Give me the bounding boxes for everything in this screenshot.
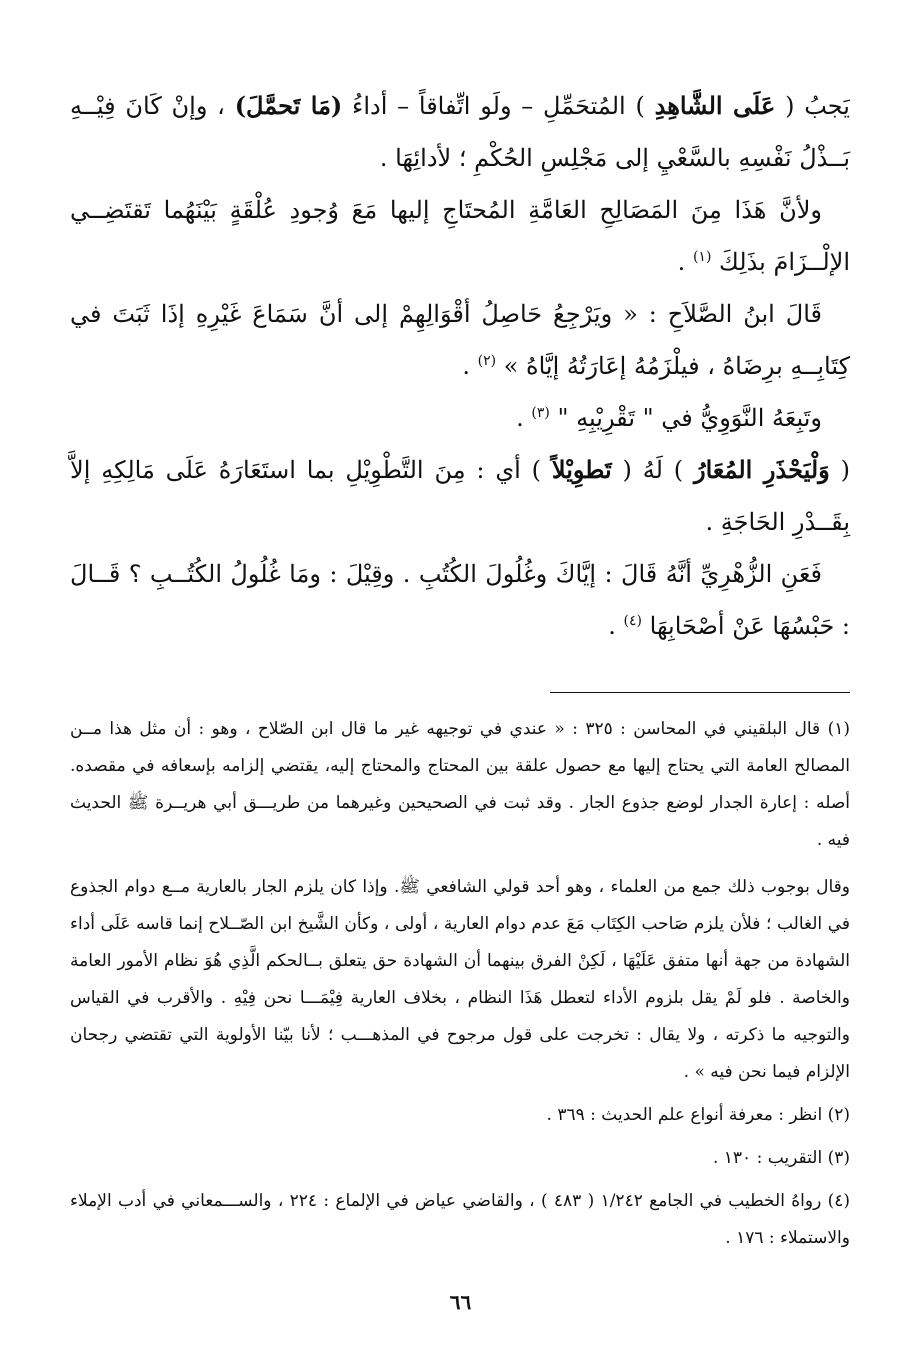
footnotes bbox=[70, 711, 850, 1257]
footnote-ref-1: (١) bbox=[692, 249, 712, 265]
page-content bbox=[70, 80, 850, 1350]
footnote-ref-4: (٤) bbox=[623, 613, 643, 629]
footnote-3: (٣) التقريب : ١٣٠ . bbox=[712, 1148, 850, 1168]
footnote-1-continuation: وقال بوجوب ذلك جمع من العلماء ، وهو أحد قولي الشافعي ﷺ. وإذا كان يلزم الجار بالعارية مــع دوام الجذوع في الغالب ؛ فلأن يلزم صَاحب الكِتَاب مَعَ عدم دوام العارية ، أولى ، وكأن الشَّيخ ابن الصّــلاح إنما قاسه عَلَى أداء الشهادة من جهة أنها متفق عَلَيْهَا ، لَكِنْ الفرق بينهما أن الشهادة حق يتعلق بــالحكم الَّذِي هُوَ نظام الأمور العامة والخاصة . فلو لَمْ يقل بلزوم الأداء لتعطل هَذَا النظام ، بخلاف العارية فِيْمَـــا نحن فِيْهِ . والأقرب في القياس والتوجيه ما ذكرته ، ولا يقال : تخرجت على قول مرجوح في المذهـــب ؛ لأنا بيّنا الأولوية التي تقتضي رجحان الإلزام فيما نحن فيه » . bbox=[70, 877, 850, 1082]
paragraph-5: ( وَلْيَحْذَرِ المُعَارُ ) لَهُ ( تَطوِيْلاً ) أي : مِنَ التَّطْوِيْلِ بما استَعَارَهُ عَلَى مَالِكِهِ إلاَّ بِقَــدْرِ الحَاجَةِ . bbox=[70, 455, 850, 536]
footnote-separator bbox=[550, 692, 850, 693]
paragraph-4: وتَبِعَهُ النَّوَوِيُّ في " تَقْرِيْبِهِ " $^{(٣)}$ . bbox=[516, 404, 822, 432]
main-text bbox=[70, 80, 850, 652]
paragraph-1: يَجبُ ( عَلَى الشَّاهِدِ ) المُتحَمِّلِ – ولَو اتِّفاقاً – أداءُ (مَا تَحمَّلَ) ، وإنْ كَانَ فِيْــهِ بَــذْلُ نَفْسِهِ بالسَّعْيِ إلى مَجْلِسِ الحُكْمِ ؛ لأدائِهَا . bbox=[70, 91, 850, 172]
footnote-ref-2: (٢) bbox=[477, 353, 497, 369]
footnote-4: (٤) رواهُ الخطيب في الجامع ١/٢٤٢ ( ٤٨٣ ) ، والقاضي عياض في الإلماع : ٢٢٤ ، والســـمعاني في أدب الإملاء والاستملاء : ١٧٦ . bbox=[70, 1191, 851, 1248]
footnote-1: (١) قال البلقيني في المحاسن : ٣٢٥ : « عندي في توجيهه غير ما قال ابن الصّلاح ، وهو : أن مثل هذا مــن المصالح العامة التي يحتاج إليها مع حصول علقة بين المحتاج والمحتاج إليه، يقتضي إلزامه بإسعافه في مقصده. أصله : إعارة الجدار لوضع جذوع الجار . وقد ثبت في الصحيحين وغيرهما من طريـــق أبي هريــرة ﷺ الحديث فيه . bbox=[70, 719, 850, 850]
footnote-ref-3: (٣) bbox=[531, 405, 550, 421]
paragraph-2: ولأنَّ هَذَا مِنَ المَصَالِحِ العَامَّةِ المُحتَاجِ إليها مَعَ وُجودِ عُلْقَةٍ بَيْنَهُما تَقتَضِــي الإلْــزَامَ بذَلِكَ $^{(١)}$ . bbox=[70, 196, 850, 276]
bold-term-prolonging: تَطوِيْلاً bbox=[551, 455, 612, 484]
bold-term-witness: عَلَى الشَّاهِدِ bbox=[654, 91, 776, 120]
bold-term-borne: (مَا تَحمَّلَ) bbox=[234, 91, 343, 120]
paragraph-3: قَالَ ابنُ الصَّلاَحِ : « ويَرْجِعُ حَاصِلُ أقْوَالِهِمْ إلى أنَّ سَمَاعَ غَيْرِهِ إذَا ثَبَتَ في كِتَابِــهِ برِضَاهُ ، فيلْزَمُهُ إعَارَتُهُ إيَّاهُ » $^{(٢)}$ . bbox=[70, 300, 850, 380]
bold-term-borrower: وَلْيَحْذَرِ المُعَارُ bbox=[694, 455, 830, 484]
footnote-2: (٢) انظر : معرفة أنواع علم الحديث : ٣٦٩ . bbox=[546, 1105, 850, 1125]
page-number: ٦٦ bbox=[449, 1290, 472, 1314]
paragraph-6: فَعَنِ الزُّهْرِيِّ أنَّهُ قَالَ : إيَّاكَ وغُلُولَ الكُتُبِ . وقِيْلَ : ومَا غُلُولُ الكُتُــبِ ؟ قَــالَ : حَبْسُهَا عَنْ أصْحَابِهَا $^{(٤)}$ . bbox=[70, 560, 850, 640]
